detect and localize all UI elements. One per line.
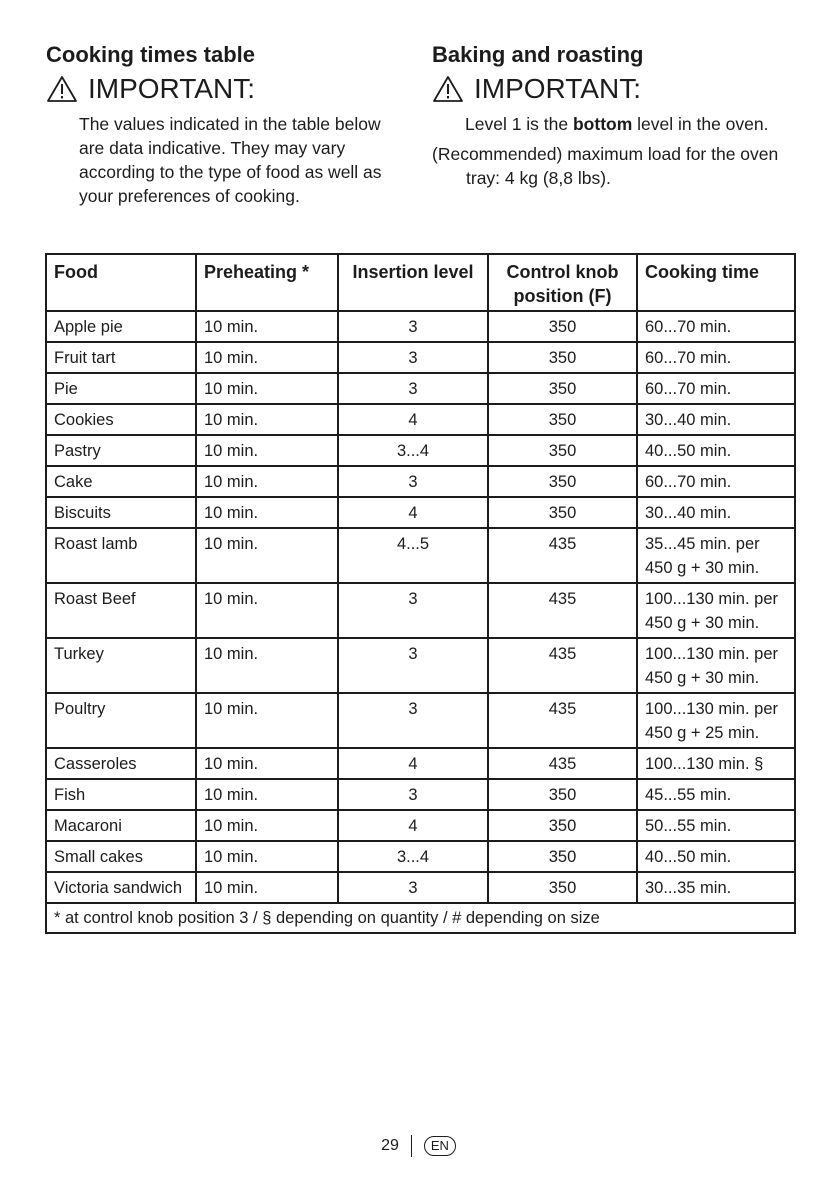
cell-cooking-time: 60...70 min. [637, 466, 795, 497]
cell-insertion-level: 3 [338, 311, 488, 342]
cell-control-knob: 435 [488, 638, 637, 693]
header-cooking-time: Cooking time [637, 254, 795, 311]
cell-cooking-time: 50...55 min. [637, 810, 795, 841]
cell-food: Macaroni [46, 810, 196, 841]
table-row [46, 638, 795, 693]
cell-preheating: 10 min. [196, 872, 338, 903]
table-row [46, 810, 795, 841]
cell-cooking-time: 60...70 min. [637, 342, 795, 373]
table-row [46, 693, 795, 748]
table-row [46, 583, 795, 638]
table-row [46, 841, 795, 872]
table-row [46, 497, 795, 528]
table-row [46, 435, 795, 466]
cooking-times-note: The values indicated in the table below are data indicative. They may vary according to the type of food as well as your preferences of cooking. [79, 114, 382, 206]
cell-preheating: 10 min. [196, 779, 338, 810]
cell-food: Small cakes [46, 841, 196, 872]
language-badge: EN [424, 1136, 456, 1156]
cell-cooking-time: 100...130 min. per 450 g + 30 min. [637, 583, 795, 638]
table-row [46, 342, 795, 373]
cell-food: Turkey [46, 638, 196, 693]
cell-cooking-time: 45...55 min. [637, 779, 795, 810]
cell-food: Roast lamb [46, 528, 196, 583]
level-note-post: level in the oven. [632, 114, 769, 134]
cell-insertion-level: 4...5 [338, 528, 488, 583]
warning-icon [46, 75, 78, 103]
cell-preheating: 10 min. [196, 435, 338, 466]
cell-cooking-time: 40...50 min. [637, 435, 795, 466]
footer-divider [411, 1135, 412, 1157]
important-heading [46, 72, 406, 106]
cell-preheating: 10 min. [196, 497, 338, 528]
cell-food: Cake [46, 466, 196, 497]
cell-insertion-level: 3...4 [338, 841, 488, 872]
cell-cooking-time: 100...130 min. per 450 g + 25 min. [637, 693, 795, 748]
cell-insertion-level: 4 [338, 748, 488, 779]
cell-food: Fruit tart [46, 342, 196, 373]
cell-control-knob: 350 [488, 872, 637, 903]
cell-control-knob: 350 [488, 311, 637, 342]
cell-insertion-level: 4 [338, 404, 488, 435]
cell-control-knob: 435 [488, 583, 637, 638]
cell-food: Fish [46, 779, 196, 810]
cell-control-knob: 350 [488, 779, 637, 810]
table-row [46, 872, 795, 903]
cell-cooking-time: 60...70 min. [637, 311, 795, 342]
page-footer [0, 1135, 837, 1157]
cell-insertion-level: 3 [338, 466, 488, 497]
level-note [432, 112, 802, 136]
load-note: (Recommended) maximum load for the oven tray: 4 kg (8,8 lbs). [432, 144, 779, 188]
table-row [46, 528, 795, 583]
cell-preheating: 10 min. [196, 342, 338, 373]
cell-preheating: 10 min. [196, 373, 338, 404]
cell-food: Apple pie [46, 311, 196, 342]
table-header-row [46, 254, 795, 311]
cell-food: Pie [46, 373, 196, 404]
cell-preheating: 10 min. [196, 404, 338, 435]
cell-food: Roast Beef [46, 583, 196, 638]
cell-insertion-level: 3 [338, 872, 488, 903]
header-insertion-level: Insertion level [338, 254, 488, 311]
table-row [46, 404, 795, 435]
important-label: IMPORTANT: [474, 73, 641, 104]
cell-cooking-time: 35...45 min. per 450 g + 30 min. [637, 528, 795, 583]
cell-food: Victoria sandwich [46, 872, 196, 903]
important-label: IMPORTANT: [88, 73, 255, 104]
cell-preheating: 10 min. [196, 311, 338, 342]
cell-preheating: 10 min. [196, 638, 338, 693]
cell-cooking-time: 100...130 min. § [637, 748, 795, 779]
cell-cooking-time: 30...40 min. [637, 497, 795, 528]
cell-control-knob: 350 [488, 404, 637, 435]
cell-preheating: 10 min. [196, 693, 338, 748]
level-note-pre: Level 1 is the [465, 114, 573, 134]
cell-insertion-level: 3 [338, 373, 488, 404]
table-row [46, 373, 795, 404]
cell-food: Poultry [46, 693, 196, 748]
cell-control-knob: 350 [488, 497, 637, 528]
cell-food: Cookies [46, 404, 196, 435]
cell-control-knob: 350 [488, 466, 637, 497]
cell-preheating: 10 min. [196, 810, 338, 841]
cell-insertion-level: 3 [338, 583, 488, 638]
level-note-bold: bottom [572, 114, 633, 134]
header-food: Food [46, 254, 196, 311]
baking-roasting-section [432, 40, 802, 190]
header-control-knob: Control knob position (F) [488, 254, 637, 311]
cell-preheating: 10 min. [196, 583, 338, 638]
cell-control-knob: 435 [488, 748, 637, 779]
cell-control-knob: 350 [488, 342, 637, 373]
table-row [46, 779, 795, 810]
table-footnote-row [46, 903, 795, 933]
page-number: 29 [381, 1137, 399, 1154]
header-preheating: Preheating * [196, 254, 338, 311]
cell-cooking-time: 100...130 min. per 450 g + 30 min. [637, 638, 795, 693]
cell-control-knob: 350 [488, 810, 637, 841]
cell-control-knob: 435 [488, 693, 637, 748]
baking-roasting-title: Baking and roasting [432, 42, 644, 67]
table-footnote: * at control knob position 3 / § depending on quantity / # depending on size [46, 903, 795, 933]
cell-control-knob: 350 [488, 435, 637, 466]
cell-insertion-level: 3 [338, 342, 488, 373]
cooking-times-title: Cooking times table [46, 42, 256, 67]
cell-insertion-level: 3 [338, 693, 488, 748]
table-body [46, 311, 795, 903]
cell-preheating: 10 min. [196, 841, 338, 872]
cell-food: Casseroles [46, 748, 196, 779]
cell-cooking-time: 60...70 min. [637, 373, 795, 404]
table-row [46, 466, 795, 497]
cell-cooking-time: 40...50 min. [637, 841, 795, 872]
cell-preheating: 10 min. [196, 466, 338, 497]
cooking-times-table [45, 253, 796, 934]
cooking-times-section [46, 40, 406, 208]
cell-food: Biscuits [46, 497, 196, 528]
cell-control-knob: 350 [488, 841, 637, 872]
cell-preheating: 10 min. [196, 748, 338, 779]
cell-preheating: 10 min. [196, 528, 338, 583]
cell-insertion-level: 3 [338, 638, 488, 693]
cell-cooking-time: 30...35 min. [637, 872, 795, 903]
warning-icon [432, 75, 464, 103]
cell-control-knob: 435 [488, 528, 637, 583]
cell-insertion-level: 3...4 [338, 435, 488, 466]
important-heading [432, 72, 802, 106]
cell-food: Pastry [46, 435, 196, 466]
cell-insertion-level: 4 [338, 497, 488, 528]
cell-insertion-level: 3 [338, 779, 488, 810]
cell-control-knob: 350 [488, 373, 637, 404]
table-row [46, 311, 795, 342]
cell-cooking-time: 30...40 min. [637, 404, 795, 435]
table-row [46, 748, 795, 779]
cell-insertion-level: 4 [338, 810, 488, 841]
